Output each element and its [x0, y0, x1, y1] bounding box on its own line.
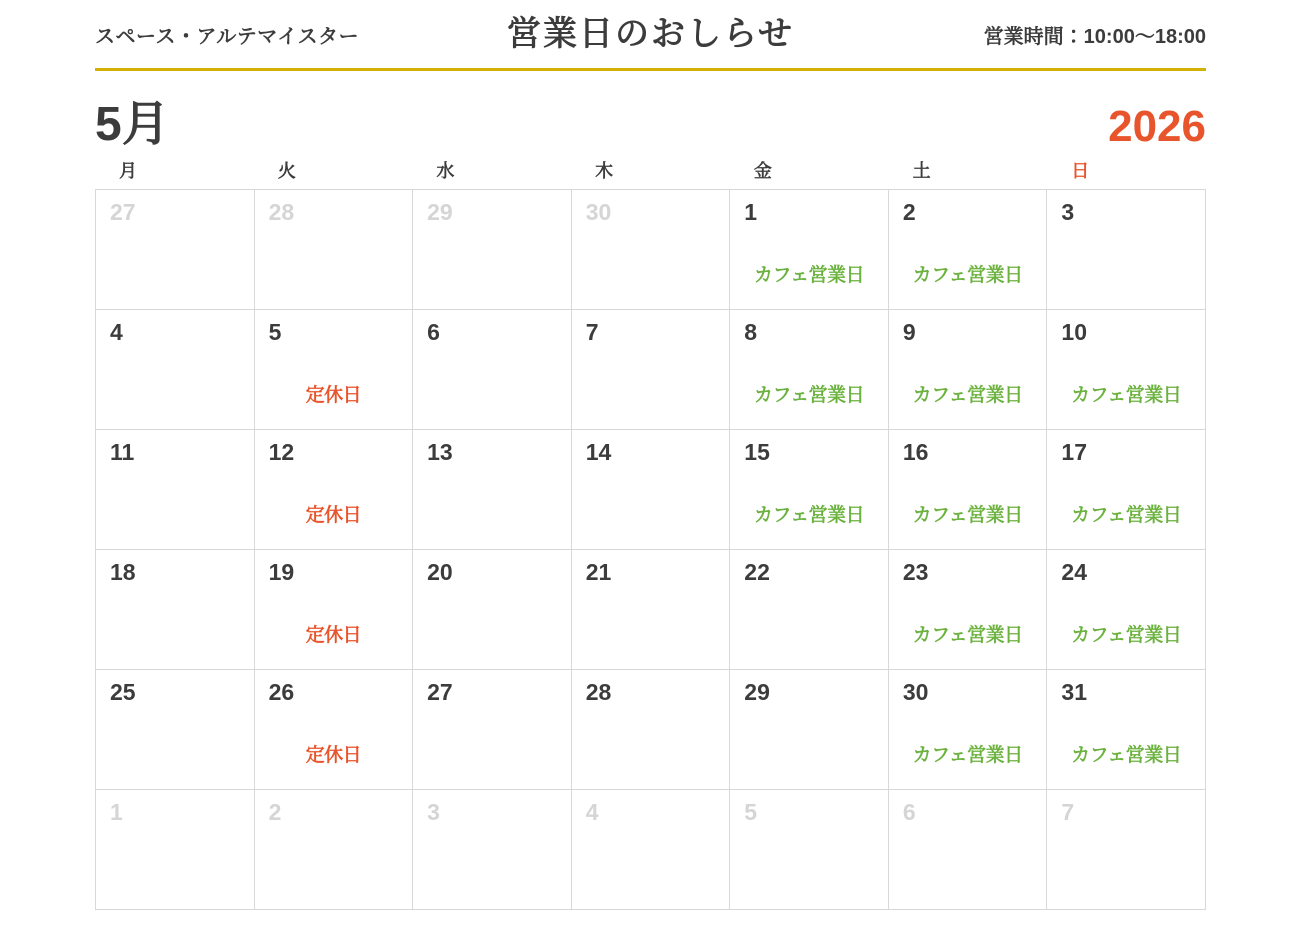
cafe-open-note: カフェ営業日 [754, 505, 865, 527]
day-number: 1 [110, 799, 123, 825]
day-number: 28 [268, 199, 295, 225]
calendar-day-cell [255, 790, 414, 910]
calendar-day-cell [889, 790, 1048, 910]
day-number: 26 [268, 679, 295, 705]
calendar-day-cell [255, 190, 414, 310]
weekday-label: 金 [753, 161, 772, 181]
calendar-day-cell [413, 670, 572, 790]
calendar-day-cell [255, 430, 414, 550]
calendar-day-cell [96, 430, 255, 550]
closed-note: 定休日 [305, 625, 362, 647]
day-number: 16 [902, 439, 929, 465]
day-number: 12 [268, 439, 295, 465]
calendar-day-cell [1047, 190, 1206, 310]
cafe-open-note: カフェ営業日 [754, 385, 865, 407]
calendar-day-cell [572, 190, 731, 310]
calendar-day-cell [96, 790, 255, 910]
calendar-day-cell [572, 310, 731, 430]
day-number: 3 [427, 799, 440, 825]
weekday-label: 火 [277, 161, 296, 181]
calendar-day-cell [255, 550, 414, 670]
cafe-open-note: カフェ営業日 [1071, 745, 1182, 767]
day-number: 2 [902, 199, 916, 225]
year-label: 2026 [1108, 102, 1206, 151]
closed-note: 定休日 [305, 745, 362, 767]
closed-note: 定休日 [305, 385, 362, 407]
closed-note: 定休日 [305, 505, 362, 527]
calendar-day-cell [889, 430, 1048, 550]
cafe-open-note: カフェ営業日 [912, 385, 1023, 407]
day-number: 5 [744, 799, 758, 825]
calendar-day-cell [730, 670, 889, 790]
brand-name: スペース・アルテマイスター [95, 25, 360, 48]
day-number: 2 [268, 799, 282, 825]
calendar-day-cell [572, 430, 731, 550]
calendar-day-cell [255, 670, 414, 790]
calendar-day-cell [96, 550, 255, 670]
calendar-day-cell [889, 670, 1048, 790]
cafe-open-note: カフェ営業日 [1071, 385, 1182, 407]
day-number: 22 [744, 559, 770, 585]
weekday-label: 水 [436, 161, 455, 181]
calendar-grid [95, 189, 1206, 910]
cafe-open-note: カフェ営業日 [912, 745, 1023, 767]
calendar-day-cell [889, 550, 1048, 670]
calendar-day-cell [413, 550, 572, 670]
day-number: 13 [427, 439, 453, 465]
day-number: 29 [744, 679, 770, 705]
day-number: 27 [427, 679, 453, 705]
cafe-open-note: カフェ営業日 [912, 505, 1023, 527]
day-number: 4 [585, 799, 599, 825]
day-number: 24 [1061, 559, 1088, 585]
weekday-label: 土 [912, 161, 931, 181]
calendar-day-cell [730, 310, 889, 430]
calendar-day-cell [889, 190, 1048, 310]
day-number: 19 [268, 559, 295, 585]
page-header [95, 0, 1206, 71]
day-number: 27 [110, 199, 136, 225]
calendar-day-cell [730, 550, 889, 670]
calendar-day-cell [572, 670, 731, 790]
day-number: 7 [1061, 799, 1075, 825]
calendar-day-cell [1047, 550, 1206, 670]
day-number: 10 [1061, 319, 1088, 345]
day-number: 15 [744, 439, 770, 465]
day-number: 5 [268, 319, 282, 345]
day-number: 20 [427, 559, 453, 585]
weekday-label: 日 [1071, 161, 1090, 181]
weekday-header-row [95, 151, 1206, 189]
day-number: 4 [110, 319, 123, 345]
calendar-day-cell [96, 670, 255, 790]
day-number: 17 [1061, 439, 1088, 465]
calendar-day-cell [730, 790, 889, 910]
day-number: 30 [902, 679, 929, 705]
month-year-row [95, 71, 1206, 151]
cafe-open-note: カフェ営業日 [1071, 625, 1182, 647]
calendar-day-cell [413, 310, 572, 430]
month-label: 5月 [95, 98, 170, 151]
day-number: 11 [110, 439, 135, 465]
calendar-day-cell [730, 190, 889, 310]
day-number: 7 [585, 319, 599, 345]
calendar-day-cell [572, 790, 731, 910]
day-number: 6 [427, 319, 440, 345]
calendar-day-cell [96, 310, 255, 430]
day-number: 9 [902, 319, 916, 345]
day-number: 3 [1061, 199, 1075, 225]
calendar-day-cell [413, 190, 572, 310]
calendar-day-cell [730, 430, 889, 550]
calendar-day-cell [1047, 310, 1206, 430]
calendar-day-cell [1047, 670, 1206, 790]
calendar-day-cell [1047, 790, 1206, 910]
calendar-day-cell [413, 430, 572, 550]
business-hours: 営業時間：10:00〜18:00 [983, 25, 1206, 48]
calendar-day-cell [255, 310, 414, 430]
day-number: 8 [744, 319, 758, 345]
calendar-day-cell [572, 550, 731, 670]
day-number: 1 [744, 199, 758, 225]
calendar-day-cell [413, 790, 572, 910]
calendar [95, 151, 1206, 910]
cafe-open-note: カフェ営業日 [1071, 505, 1182, 527]
day-number: 18 [110, 559, 136, 585]
day-number: 30 [585, 199, 612, 225]
day-number: 31 [1061, 679, 1088, 705]
cafe-open-note: カフェ営業日 [912, 265, 1023, 287]
day-number: 6 [902, 799, 916, 825]
day-number: 21 [585, 559, 612, 585]
day-number: 29 [427, 199, 453, 225]
day-number: 23 [902, 559, 929, 585]
calendar-day-cell [889, 310, 1048, 430]
weekday-label: 月 [119, 161, 137, 181]
cafe-open-note: カフェ営業日 [754, 265, 865, 287]
weekday-label: 木 [595, 161, 614, 181]
day-number: 25 [110, 679, 136, 705]
calendar-day-cell [1047, 430, 1206, 550]
day-number: 28 [585, 679, 612, 705]
cafe-open-note: カフェ営業日 [912, 625, 1023, 647]
calendar-day-cell [96, 190, 255, 310]
page-title: 営業日のおしらせ [507, 15, 794, 53]
day-number: 14 [585, 439, 612, 465]
